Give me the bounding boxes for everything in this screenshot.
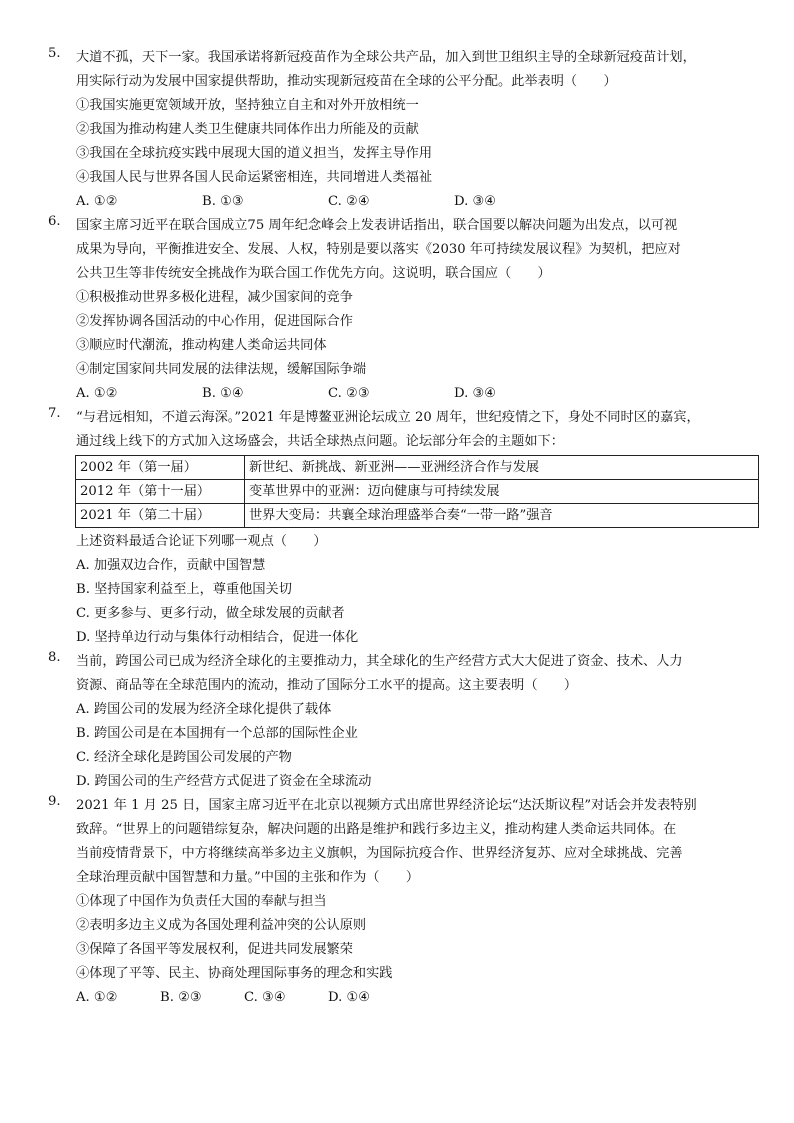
answer-choice-c[interactable]: C. ②③ xyxy=(328,386,370,401)
answer-choice-b[interactable]: B. ②③ xyxy=(160,990,202,1005)
table-row xyxy=(76,480,759,504)
table-cell-year: 2021 年（第二十届） xyxy=(76,504,245,528)
question-stem-line: 国家主席习近平在联合国成立75 周年纪念峰会上发表讲话指出，联合国要以解决问题为出发点，以可视 xyxy=(76,218,678,233)
question-stem-line: 2021 年 1 月 25 日，国家主席习近平在北京以视频方式出席世界经济论坛“达沃斯议程”对话会并发表特别 xyxy=(76,798,697,813)
answer-choice-b[interactable]: B. ①④ xyxy=(202,386,244,401)
question-8 xyxy=(48,650,758,794)
table-row xyxy=(76,456,759,480)
table-cell-theme: 世界大变局：共襄全球治理盛举合奏“一带一路”强音 xyxy=(245,504,759,528)
answer-choice-c[interactable]: C. ③④ xyxy=(244,990,286,1005)
table-cell-theme: 新世纪、新挑战、新亚洲——亚洲经济合作与发展 xyxy=(245,456,759,480)
answer-choice-a[interactable]: A. ①② xyxy=(76,194,118,209)
answer-choice-b[interactable]: B. 跨国公司是在本国拥有一个总部的国际性企业 xyxy=(76,726,358,741)
answer-choice-a[interactable]: A. 跨国公司的发展为经济全球化提供了载体 xyxy=(76,702,332,717)
answer-choice-b[interactable]: B. ①③ xyxy=(202,194,244,209)
answer-choice-d[interactable]: D. ①④ xyxy=(328,990,371,1005)
option-statement: ③我国在全球抗疫实践中展现大国的道义担当，发挥主导作用 xyxy=(76,146,433,161)
forum-theme-table xyxy=(75,455,759,528)
table-cell-theme: 变革世界中的亚洲：迈向健康与可持续发展 xyxy=(245,480,759,504)
question-6 xyxy=(48,214,758,406)
option-statement: ①我国实施更宽领域开放，坚持独立自主和对外开放相统一 xyxy=(76,98,419,113)
option-statement: ②我国为推动构建人类卫生健康共同体作出力所能及的贡献 xyxy=(76,122,419,137)
exam-page xyxy=(0,46,794,1010)
answer-choice-a[interactable]: A. ①② xyxy=(76,386,118,401)
table-cell-year: 2012 年（第十一届） xyxy=(76,480,245,504)
answer-choices xyxy=(76,986,758,1010)
answer-choice-c[interactable]: C. 更多参与、更多行动，做全球发展的贡献者 xyxy=(76,606,345,621)
question-stem-line: 资源、商品等在全球范围内的流动，推动了国际分工水平的提高。这主要表明（ ） xyxy=(76,678,578,693)
option-statement: ②发挥协调各国活动的中心作用，促进国际合作 xyxy=(76,314,353,329)
answer-choice-a[interactable]: A. 加强双边合作，贡献中国智慧 xyxy=(76,558,266,573)
question-stem-line: 致辞。“世界上的问题错综复杂，解决问题的出路是维护和践行多边主义，推动构建人类命运共同体。在 xyxy=(76,822,677,837)
question-stem-line: 大道不孤，天下一家。我国承诺将新冠疫苗作为全球公共产品，加入到世卫组织主导的全球新冠疫苗计划， xyxy=(76,50,696,65)
question-5 xyxy=(48,46,758,214)
option-statement: ②表明多边主义成为各国处理利益冲突的公认原则 xyxy=(76,918,367,933)
option-statement: ③保障了各国平等发展权利，促进共同发展繁荣 xyxy=(76,942,353,957)
answer-choice-d[interactable]: D. ③④ xyxy=(454,386,497,401)
question-number: 8. xyxy=(48,650,61,665)
answer-choice-d[interactable]: D. 跨国公司的生产经营方式促进了资金在全球流动 xyxy=(76,774,372,789)
question-9 xyxy=(48,794,758,1010)
question-stem-line: 公共卫生等非传统安全挑战作为联合国工作优先方向。这说明，联合国应（ ） xyxy=(76,266,551,281)
question-stem-line: 全球治理贡献中国智慧和力量。”中国的主张和作为（ ） xyxy=(76,870,420,885)
question-stem-line: “与君远相知，不道云海深。”2021 年是博鳌亚洲论坛成立 20 周年，世纪疫情之下，身处不同时区的嘉宾， xyxy=(76,410,700,425)
answer-choice-a[interactable]: A. ①② xyxy=(76,990,118,1005)
question-stem-line: 当前，跨国公司已成为经济全球化的主要推动力，其全球化的生产经营方式大大促进了资金、技术、人力 xyxy=(76,654,683,669)
answer-choice-d[interactable]: D. ③④ xyxy=(454,194,497,209)
option-statement: ①积极推动世界多极化进程，减少国家间的竞争 xyxy=(76,290,353,305)
question-7 xyxy=(48,406,758,650)
table-cell-year: 2002 年（第一届） xyxy=(76,456,245,480)
option-statement: ④制定国家间共同发展的法律法规，缓解国际争端 xyxy=(76,362,367,377)
answer-choice-b[interactable]: B. 坚持国家利益至上，尊重他国关切 xyxy=(76,582,292,597)
option-statement: ①体现了中国作为负责任大国的奉献与担当 xyxy=(76,894,327,909)
answer-choice-c[interactable]: C. 经济全球化是跨国公司发展的产物 xyxy=(76,750,292,765)
question-prompt: 上述资料最适合论证下列哪一观点（ ） xyxy=(76,534,327,549)
option-statement: ④我国人民与世界各国人民命运紧密相连，共同增进人类福祉 xyxy=(76,170,433,185)
question-number: 6. xyxy=(48,214,61,229)
question-stem-line: 通过线上线下的方式加入这场盛会，共话全球热点问题。论坛部分年会的主题如下： xyxy=(76,434,564,449)
answer-choices xyxy=(76,190,758,214)
option-statement: ④体现了平等、民主、协商处理国际事务的理念和实践 xyxy=(76,966,393,981)
option-statement: ③顺应时代潮流，推动构建人类命运共同体 xyxy=(76,338,327,353)
question-stem-line: 当前疫情背景下，中方将继续高举多边主义旗帜，为国际抗疫合作、世界经济复苏、应对全球挑战、完善 xyxy=(76,846,683,861)
question-stem-line: 用实际行动为发展中国家提供帮助，推动实现新冠疫苗在全球的公平分配。此举表明（ ） xyxy=(76,74,617,89)
answer-choice-d[interactable]: D. 坚持单边行动与集体行动相结合，促进一体化 xyxy=(76,630,359,645)
question-stem-line: 成果为导向，平衡推进安全、发展、人权，特别是要以落实《2030 年可持续发展议程》为契机，把应对 xyxy=(76,242,681,257)
answer-choice-c[interactable]: C. ②④ xyxy=(328,194,370,209)
question-number: 5. xyxy=(48,46,61,61)
answer-choices xyxy=(76,382,758,406)
question-number: 7. xyxy=(48,406,61,421)
table-row xyxy=(76,504,759,528)
question-number: 9. xyxy=(48,794,61,809)
